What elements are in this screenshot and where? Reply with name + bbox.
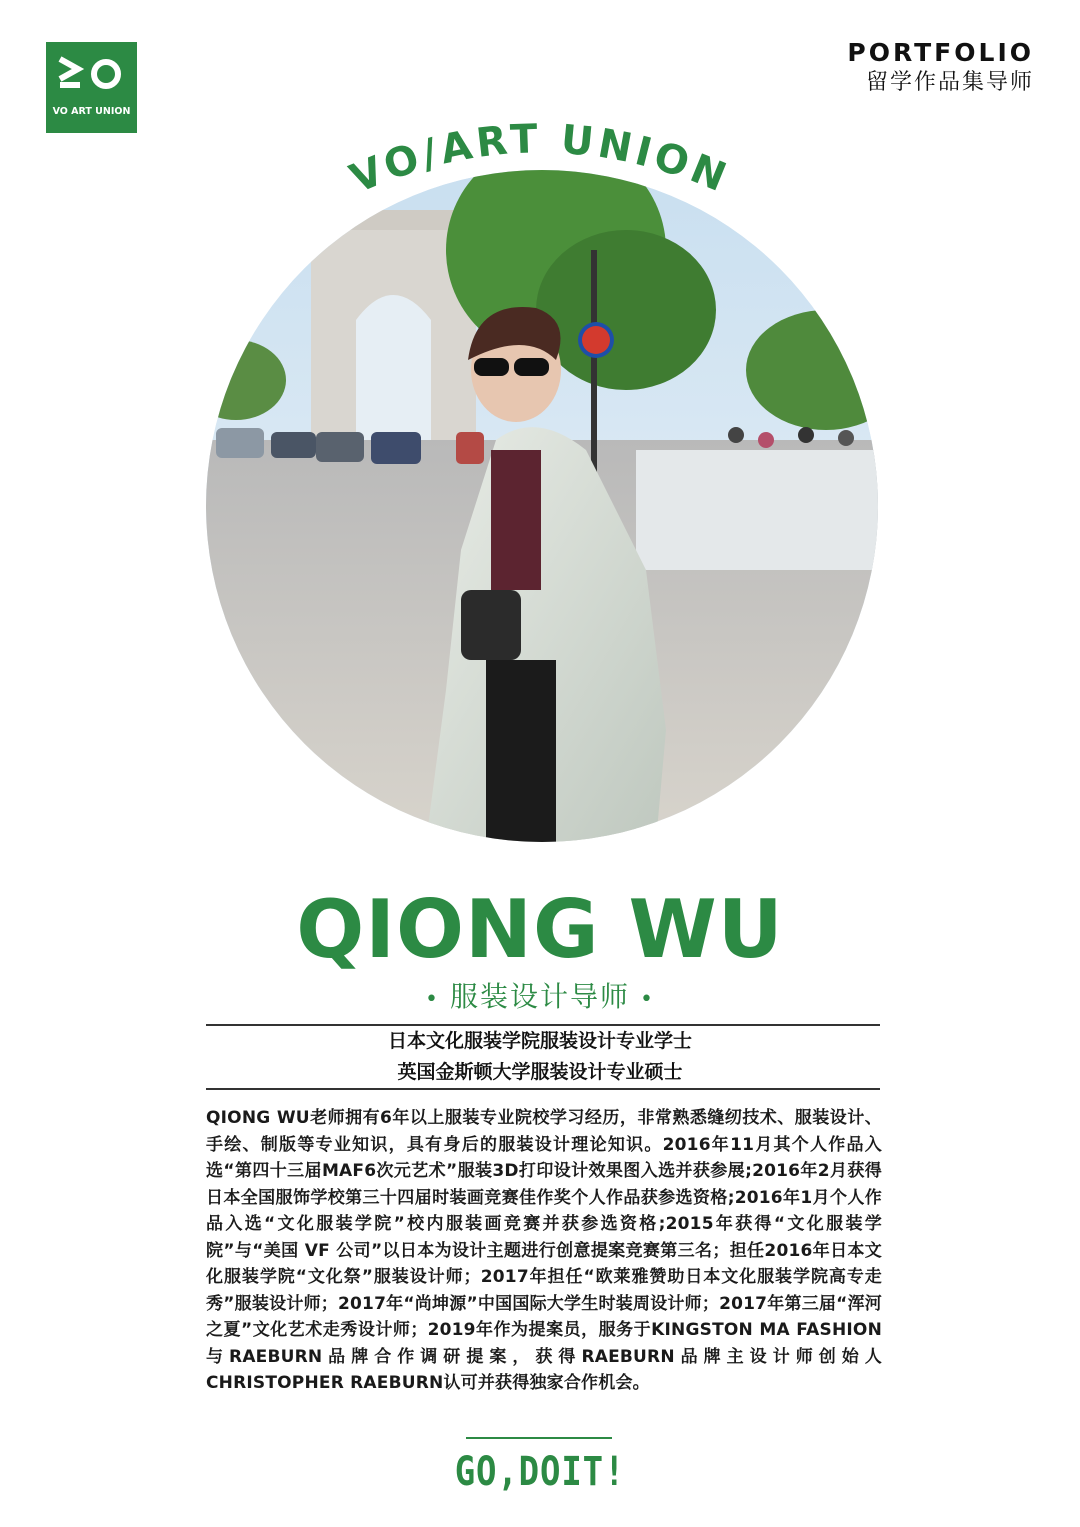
portfolio-subtitle: 留学作品集导师: [865, 70, 1034, 95]
mentor-bio: QIONG WU老师拥有6年以上服装专业院校学习经历，非常熟悉缝纫技术、服装设计、手绘、制版等专业知识，具有身后的服装设计理论知识。2016年11月其个人作品入选“第四十三届MAF6次元艺术”服装3D打印设计效果图入选并获参展;2016年2月获得日本全国服饰学校第三十四届时装画竞赛佳作奖个人作品获参选资格;2016年1月个人作品入选“文化服装学院”校内服装画竞赛并获参选资格;2015年获得“文化服装学院”与“美国 VF 公司”以日本为设计主题进行创意提案竞赛第三名；担任2016年日本文化服装学院“文化祭”服装设计师；2017年担任“欧莱雅赞助日本文化服装学院高专走秀”服装设计师；2017年“尚坤源”中国国际大学生时装周设计师；2017年第三届“浑河之夏”文化艺术走秀设计师；2019年作为提案员，服务于KINGSTON MA FASHION与RAEBURN品牌合作调研提案，获得RAEBURN品牌主设计师创始人CHRISTOPHER RAEBURN认可并获得独家合作机会。: [206, 1108, 882, 1393]
logo-text: VO ART UNION: [52, 106, 131, 117]
slogan-divider: [466, 1437, 612, 1439]
degree-master: 英国金斯顿大学服装设计专业硕士: [397, 1061, 683, 1083]
role-bullet-left: •: [425, 987, 440, 1012]
portrait-photo: [206, 170, 878, 842]
slogan: GO,DOIT!: [454, 1449, 626, 1495]
arc-text: VO/ART UNION: [343, 116, 736, 203]
degree-bachelor: 日本文化服装学院服装设计专业学士: [387, 1030, 692, 1052]
header: [847, 38, 1034, 98]
mentor-role: [0, 977, 1080, 1020]
brand-logo: [46, 42, 137, 133]
divider-bottom: [206, 1088, 880, 1090]
portfolio-title: PORTFOLIO: [847, 38, 1034, 67]
role-bullet-right: •: [640, 987, 655, 1012]
mentor-name: QIONG WU: [296, 883, 784, 976]
role-text: 服装设计导师: [449, 980, 630, 1013]
divider-top: [206, 1024, 880, 1026]
